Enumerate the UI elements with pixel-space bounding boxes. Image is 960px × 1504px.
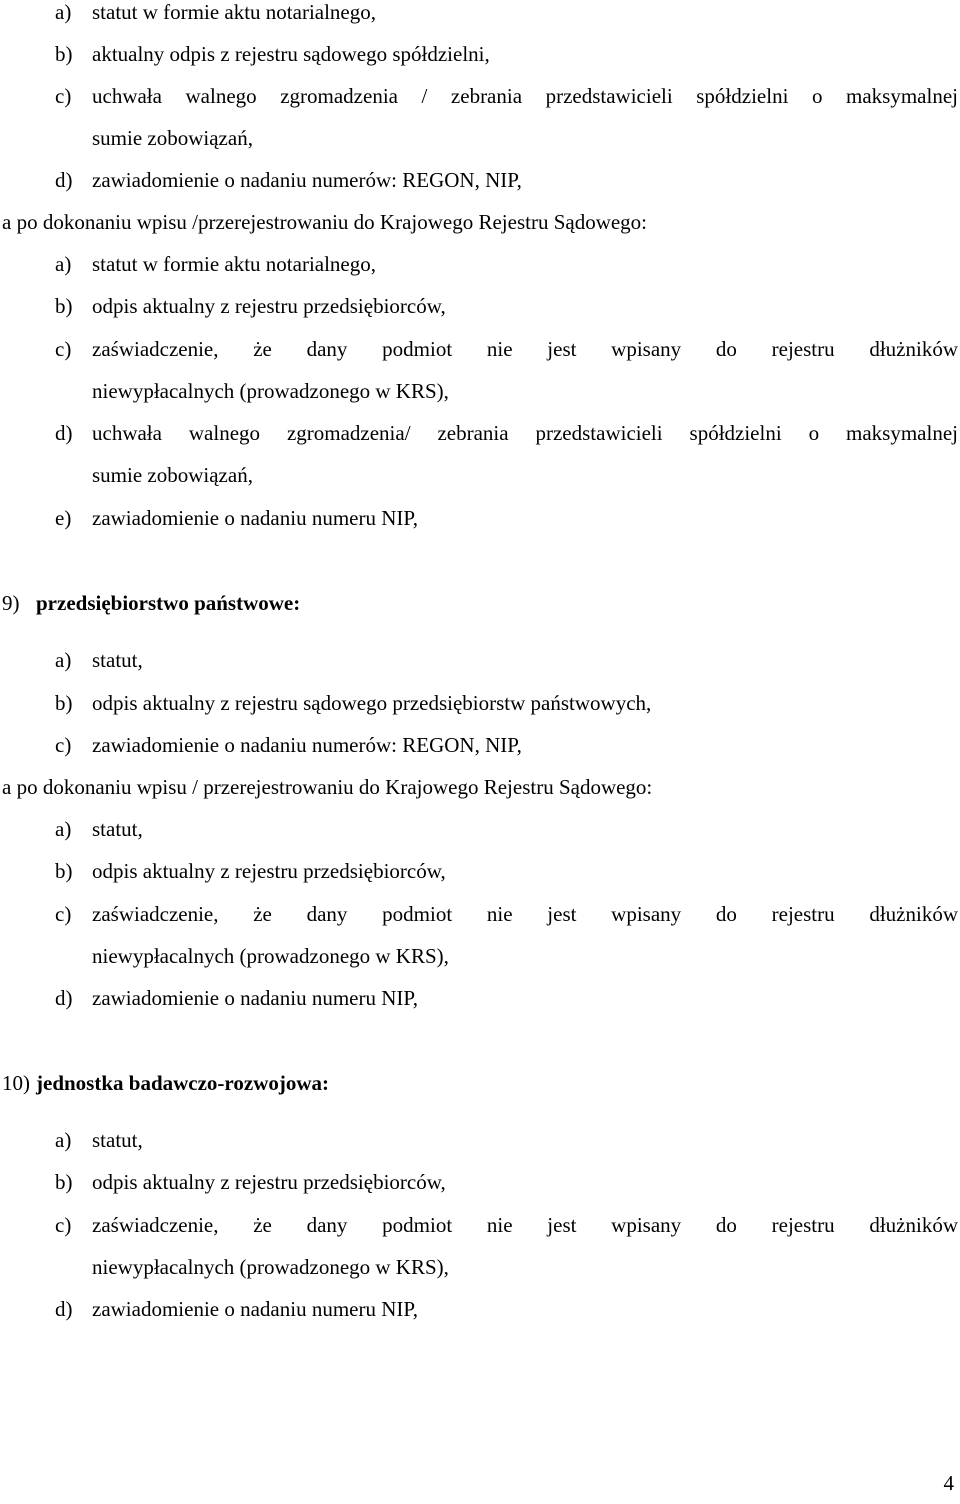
page-number: 4 bbox=[943, 1471, 954, 1495]
list-item-continuation bbox=[0, 454, 960, 496]
section-number: 10) bbox=[2, 1071, 30, 1095]
list-item-continuation bbox=[0, 935, 960, 977]
list-text: zaświadczenie, że dany podmiot nie jest wpisany do rejestru dłużników bbox=[92, 902, 958, 926]
list-text: zawiadomienie o nadaniu numerów: REGON, NIP, bbox=[92, 733, 522, 757]
list-text: niewypłacalnych (prowadzonego w KRS), bbox=[92, 379, 449, 403]
list-item bbox=[0, 412, 960, 454]
list-text: aktualny odpis z rejestru sądowego spółdzielni, bbox=[92, 42, 490, 66]
list-item bbox=[0, 893, 960, 935]
list-item bbox=[0, 75, 960, 117]
list-label: c) bbox=[55, 1213, 72, 1237]
list-text: zaświadczenie, że dany podmiot nie jest wpisany do rejestru dłużników bbox=[92, 1213, 958, 1237]
list-label: b) bbox=[55, 691, 73, 715]
list-text: statut w formie aktu notarialnego, bbox=[92, 0, 377, 24]
list-item bbox=[0, 682, 960, 724]
list-item bbox=[0, 285, 960, 327]
list-item bbox=[0, 1161, 960, 1203]
section-heading bbox=[0, 582, 960, 624]
list-label: b) bbox=[55, 294, 73, 318]
paragraph bbox=[0, 201, 960, 243]
list-label: d) bbox=[55, 1297, 73, 1321]
list-text: statut w formie aktu notarialnego, bbox=[92, 252, 377, 276]
list-text: odpis aktualny z rejestru przedsiębiorców, bbox=[92, 294, 446, 318]
list-label: d) bbox=[55, 421, 73, 445]
list-item bbox=[0, 639, 960, 681]
list-text: odpis aktualny z rejestru przedsiębiorców, bbox=[92, 1170, 446, 1194]
section-heading bbox=[0, 1062, 960, 1104]
list-label: a) bbox=[55, 1128, 72, 1152]
paragraph bbox=[0, 766, 960, 808]
list-item bbox=[0, 159, 960, 201]
list-item bbox=[0, 808, 960, 850]
list-label: b) bbox=[55, 42, 73, 66]
list-text: uchwała walnego zgromadzenia/ zebrania przedstawicieli spółdzielni o maksymalnej bbox=[92, 421, 958, 445]
section-title: jednostka badawczo-rozwojowa: bbox=[36, 1071, 330, 1095]
list-text: zawiadomienie o nadaniu numerów: REGON, NIP, bbox=[92, 168, 522, 192]
list-text: zaświadczenie, że dany podmiot nie jest wpisany do rejestru dłużników bbox=[92, 337, 958, 361]
list-item bbox=[0, 850, 960, 892]
list-item-continuation bbox=[0, 370, 960, 412]
list-label: a) bbox=[55, 648, 72, 672]
list-text: statut, bbox=[92, 1128, 143, 1152]
list-text: statut, bbox=[92, 648, 143, 672]
list-item bbox=[0, 1288, 960, 1330]
section-number: 9) bbox=[2, 591, 20, 615]
list-label: c) bbox=[55, 902, 72, 926]
list-label: e) bbox=[55, 506, 72, 530]
list-label: d) bbox=[55, 986, 73, 1010]
list-label: a) bbox=[55, 252, 72, 276]
list-item bbox=[0, 0, 960, 33]
list-item bbox=[0, 724, 960, 766]
list-item-continuation bbox=[0, 1246, 960, 1288]
list-label: d) bbox=[55, 168, 73, 192]
list-text: odpis aktualny z rejestru sądowego przedsiębiorstw państwowych, bbox=[92, 691, 652, 715]
list-item bbox=[0, 1204, 960, 1246]
list-item bbox=[0, 1119, 960, 1161]
list-label: c) bbox=[55, 733, 72, 757]
list-item bbox=[0, 497, 960, 539]
list-text: zawiadomienie o nadaniu numeru NIP, bbox=[92, 506, 418, 530]
list-label: a) bbox=[55, 817, 72, 841]
section-title: przedsiębiorstwo państwowe: bbox=[36, 591, 301, 615]
paragraph-text: a po dokonaniu wpisu / przerejestrowaniu do Krajowego Rejestru Sądowego: bbox=[2, 775, 653, 799]
list-label: c) bbox=[55, 84, 72, 108]
list-text: sumie zobowiązań, bbox=[92, 126, 253, 150]
list-item-continuation bbox=[0, 117, 960, 159]
list-text: statut, bbox=[92, 817, 143, 841]
list-label: a) bbox=[55, 0, 72, 24]
list-label: b) bbox=[55, 859, 73, 883]
list-text: odpis aktualny z rejestru przedsiębiorców, bbox=[92, 859, 446, 883]
paragraph-text: a po dokonaniu wpisu /przerejestrowaniu do Krajowego Rejestru Sądowego: bbox=[2, 210, 648, 234]
list-text: uchwała walnego zgromadzenia / zebrania przedstawicieli spółdzielni o maksymalnej bbox=[92, 84, 958, 108]
list-label: c) bbox=[55, 337, 72, 361]
list-item bbox=[0, 328, 960, 370]
list-text: niewypłacalnych (prowadzonego w KRS), bbox=[92, 1255, 449, 1279]
list-item bbox=[0, 243, 960, 285]
list-text: zawiadomienie o nadaniu numeru NIP, bbox=[92, 1297, 418, 1321]
list-text: niewypłacalnych (prowadzonego w KRS), bbox=[92, 944, 449, 968]
list-item bbox=[0, 977, 960, 1019]
list-item bbox=[0, 33, 960, 75]
list-label: b) bbox=[55, 1170, 73, 1194]
list-text: zawiadomienie o nadaniu numeru NIP, bbox=[92, 986, 418, 1010]
list-text: sumie zobowiązań, bbox=[92, 463, 253, 487]
